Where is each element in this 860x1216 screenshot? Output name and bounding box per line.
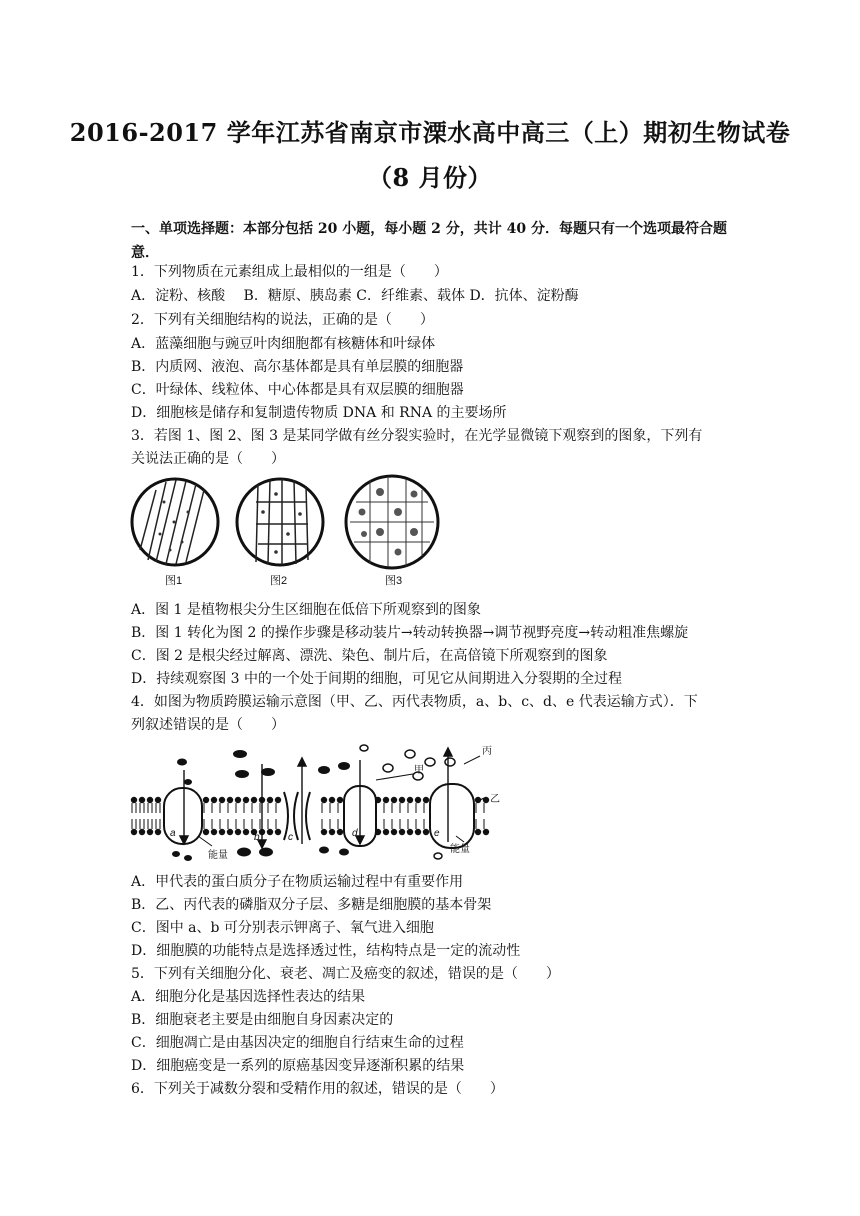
document-subtitle: （8 月份） — [367, 163, 493, 192]
question-4-option-b: B．乙、丙代表的磷脂双分子层、多糖是细胞膜的基本骨架 — [131, 897, 492, 913]
figure-3-image — [346, 476, 438, 568]
question-3-stem-line1: 3．若图 1、图 2、图 3 是某同学做有丝分裂实验时，在光学显微镜下观察到的图象，下列有 — [131, 428, 703, 444]
question-1-options: A．淀粉、核酸 B．糖原、胰岛素 C．纤维素、载体 D．抗体、淀粉酶 — [131, 288, 579, 304]
question-2-option-c: C．叶绿体、线粒体、中心体都是具有双层膜的细胞器 — [131, 382, 464, 398]
question-4-option-d: D．细胞膜的功能特点是选择透过性，结构特点是一定的流动性 — [131, 943, 521, 959]
label-energy-2: 能量 — [450, 844, 470, 855]
question-2-option-b: B．内质网、液泡、高尔基体都是具有单层膜的细胞器 — [131, 359, 464, 375]
question-5-option-c: C．细胞凋亡是由基因决定的细胞自行结束生命的过程 — [131, 1035, 464, 1051]
label-e: e — [434, 828, 440, 839]
question-4-option-c: C．图中 a、b 可分别表示钾离子、氧气进入细胞 — [131, 920, 434, 936]
figure-3-label: 图3 — [385, 575, 403, 587]
question-5-option-a: A．细胞分化是基因选择性表达的结果 — [131, 989, 366, 1005]
label-energy-1: 能量 — [208, 850, 228, 861]
question-3-stem-line2: 关说法正确的是（ ） — [131, 451, 285, 467]
question-6-stem: 6．下列关于减数分裂和受精作用的叙述，错误的是（ ） — [131, 1081, 504, 1097]
question-3-option-b: B．图 1 转化为图 2 的操作步骤是移动装片→转动转换器→调节视野亮度→转动粗准焦螺旋 — [131, 625, 689, 641]
question-4-option-a: A．甲代表的蛋白质分子在物质运输过程中有重要作用 — [131, 874, 464, 890]
question-5-option-d: D．细胞癌变是一系列的原癌基因变异逐渐积累的结果 — [131, 1058, 465, 1074]
question-3-option-a: A．图 1 是植物根尖分生区细胞在低倍下所观察到的图象 — [131, 602, 481, 618]
label-c: c — [288, 832, 293, 843]
question-2-option-d: D．细胞核是储存和复制遗传物质 DNA 和 RNA 的主要场所 — [131, 405, 507, 421]
figure-1-label: 图1 — [165, 575, 183, 587]
membrane-transport-diagram — [128, 740, 518, 868]
figure-2-label: 图2 — [270, 575, 288, 587]
question-3-option-d: D．持续观察图 3 中的一个处于间期的细胞，可见它从间期进入分裂期的全过程 — [131, 671, 623, 687]
figure-2-image — [237, 479, 323, 565]
question-5-stem: 5．下列有关细胞分化、衰老、凋亡及癌变的叙述，错误的是（ ） — [131, 966, 560, 982]
question-4-stem-line2: 列叙述错误的是（ ） — [131, 717, 285, 733]
question-4-stem-line1: 4．如图为物质跨膜运输示意图（甲、乙、丙代表物质，a、b、c、d、e 代表运输方式）．下 — [131, 694, 698, 710]
question-3-option-c: C．图 2 是根尖经过解离、漂洗、染色、制片后，在高倍镜下所观察到的图象 — [131, 648, 608, 664]
label-a: a — [170, 828, 176, 839]
label-b: b — [254, 832, 260, 843]
question-2-option-a: A．蓝藻细胞与豌豆叶肉细胞都有核糖体和叶绿体 — [131, 336, 436, 352]
question-1-stem: 1．下列物质在元素组成上最相似的一组是（ ） — [131, 264, 448, 280]
label-d: d — [352, 828, 358, 839]
membrane-proteins — [164, 784, 474, 848]
microscope-figures — [130, 472, 450, 592]
label-yi: 乙 — [490, 794, 500, 805]
label-bing: 丙 — [482, 746, 492, 757]
label-jia: 甲 — [414, 765, 424, 776]
section-heading: 一、单项选择题：本部分包括 20 小题，每小题 2 分，共计 40 分．每题只有一个选项最符合题意． — [131, 221, 727, 261]
document-title: 2016-2017 学年江苏省南京市溧水高中高三（上）期初生物试卷 — [69, 118, 791, 147]
question-5-option-b: B．细胞衰老主要是由细胞自身因素决定的 — [131, 1012, 394, 1028]
figure-1-image — [132, 479, 218, 565]
question-2-stem: 2．下列有关细胞结构的说法，正确的是（ ） — [131, 312, 434, 328]
